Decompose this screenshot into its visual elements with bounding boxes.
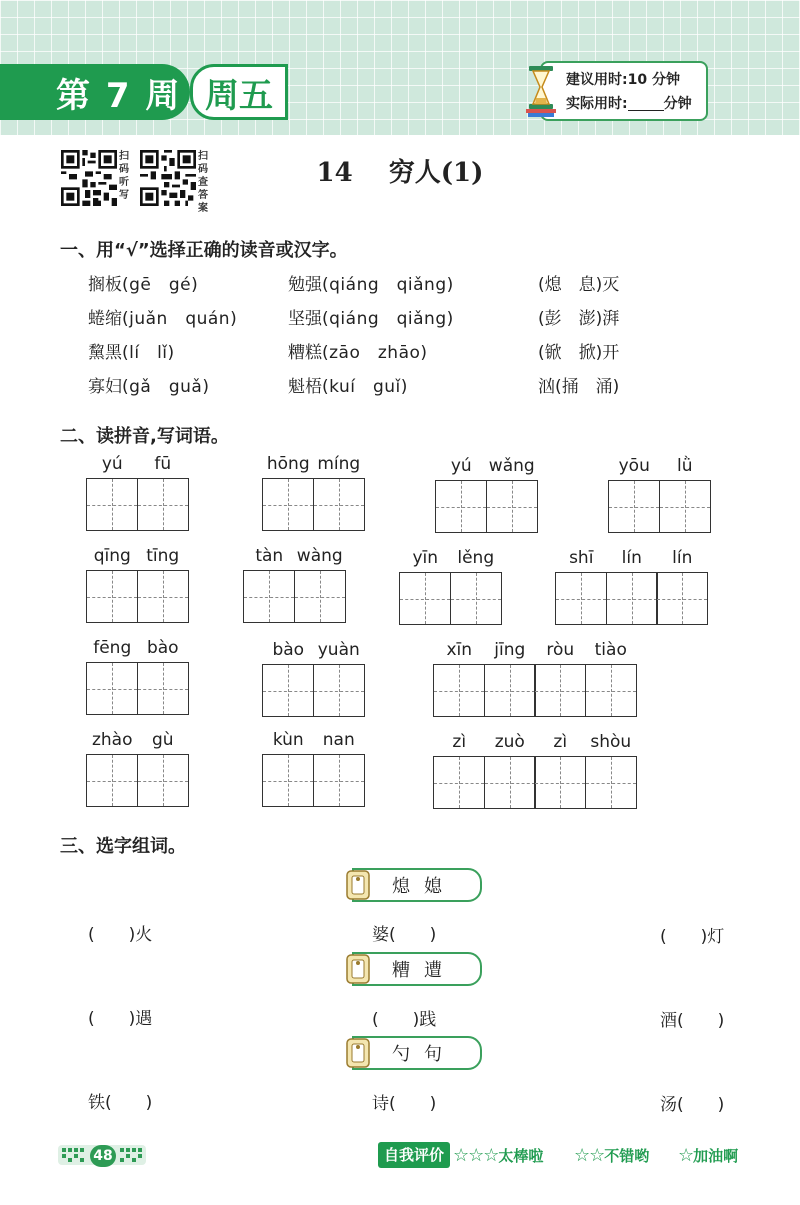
s1-word: 寡妇 bbox=[88, 377, 122, 397]
s1-pinyin: (zāo zhāo) bbox=[322, 343, 428, 363]
writing-cell[interactable] bbox=[313, 754, 365, 807]
writing-cell[interactable] bbox=[313, 664, 365, 717]
pinyin-syllable: gù bbox=[151, 730, 174, 750]
eval-option-text: 不错哟 bbox=[604, 1147, 650, 1165]
lesson-name: 穷人(1) bbox=[388, 158, 484, 188]
star-icon: ☆☆☆ bbox=[453, 1145, 499, 1166]
s1-item[interactable] bbox=[538, 338, 619, 363]
s1-pinyin: (kuí guǐ) bbox=[322, 377, 408, 397]
writing-cells bbox=[86, 662, 189, 715]
pinyin-word-group bbox=[433, 732, 637, 809]
s1-pre: 汹 bbox=[538, 377, 555, 397]
pinyin-syllable: fēng bbox=[93, 638, 132, 658]
pinyin-word-group bbox=[433, 640, 637, 717]
eval-option-keep-going[interactable] bbox=[678, 1144, 738, 1168]
writing-cells bbox=[86, 754, 189, 807]
fill-blank[interactable]: 汤( ) bbox=[660, 1095, 725, 1115]
pinyin-syllable: hōng bbox=[266, 454, 310, 474]
writing-cell[interactable] bbox=[585, 664, 637, 717]
pinyin-syllable: jīng bbox=[494, 640, 526, 660]
actual-time-label: 实际用时: bbox=[566, 96, 628, 112]
writing-cell[interactable] bbox=[435, 480, 487, 533]
pinyin-syllable: míng bbox=[317, 454, 361, 474]
s1-word: 黧黑 bbox=[88, 343, 122, 363]
s1-options: (彭 澎) bbox=[538, 309, 603, 329]
pinyin-syllable: bào bbox=[146, 638, 179, 658]
s1-post: 湃 bbox=[602, 309, 620, 329]
writing-cell[interactable] bbox=[534, 664, 586, 717]
pinyin-syllable: yú bbox=[101, 454, 123, 474]
s1-item[interactable] bbox=[88, 304, 237, 329]
writing-cells bbox=[262, 664, 365, 717]
pinyin-word-group bbox=[435, 456, 538, 533]
writing-cell[interactable] bbox=[137, 754, 189, 807]
pinyin-syllable: tàn bbox=[255, 546, 284, 566]
s1-options: (锨 掀) bbox=[538, 343, 603, 363]
pinyin-row bbox=[433, 640, 637, 662]
s1-item[interactable] bbox=[88, 338, 175, 363]
writing-cell[interactable] bbox=[399, 572, 451, 625]
pinyin-row bbox=[86, 454, 189, 476]
s1-post: 灭 bbox=[602, 275, 620, 295]
pinyin-syllable: yōu bbox=[618, 456, 650, 476]
writing-cell[interactable] bbox=[534, 756, 586, 809]
fill-blank[interactable]: ( )火 bbox=[88, 925, 153, 945]
pinyin-row bbox=[262, 454, 365, 476]
char-choice-chip: 勺句 bbox=[352, 1036, 482, 1070]
s1-post: 开 bbox=[602, 343, 620, 363]
pinyin-syllable: lín bbox=[621, 548, 642, 568]
writing-cells bbox=[262, 754, 365, 807]
pinyin-syllable: lěng bbox=[457, 548, 495, 568]
writing-cell[interactable] bbox=[486, 480, 538, 533]
lesson-title bbox=[0, 152, 800, 189]
writing-cells bbox=[433, 756, 637, 809]
s1-item[interactable] bbox=[288, 304, 454, 329]
pinyin-word-group bbox=[86, 638, 189, 715]
pinyin-syllable: zì bbox=[553, 732, 568, 752]
writing-cell[interactable] bbox=[484, 664, 536, 717]
s1-pinyin: (juǎn quán) bbox=[122, 309, 238, 329]
pinyin-syllable: bào bbox=[272, 640, 305, 660]
writing-cells bbox=[86, 570, 189, 623]
pinyin-row bbox=[435, 456, 538, 478]
writing-cells bbox=[86, 478, 189, 531]
pinyin-syllable: shòu bbox=[590, 732, 632, 752]
eval-option-text: 太棒啦 bbox=[498, 1147, 544, 1165]
writing-cell[interactable] bbox=[262, 754, 314, 807]
writing-cells bbox=[435, 480, 538, 533]
pinyin-syllable: qīng bbox=[93, 546, 131, 566]
eval-option-great[interactable] bbox=[453, 1144, 543, 1168]
pinyin-syllable: wǎng bbox=[488, 456, 535, 476]
writing-cells bbox=[262, 478, 365, 531]
actual-time-blank[interactable] bbox=[628, 97, 664, 111]
s1-pinyin: (qiáng qiǎng) bbox=[322, 309, 454, 329]
writing-cell[interactable] bbox=[137, 662, 189, 715]
pinyin-row bbox=[399, 548, 502, 570]
qr-listen-label: 扫码听写 bbox=[119, 151, 129, 201]
pinyin-word-group bbox=[86, 546, 189, 623]
writing-cell[interactable] bbox=[608, 480, 660, 533]
section2-heading: 二、读拼音,写词语。 bbox=[60, 426, 229, 447]
pinyin-word-group bbox=[262, 454, 365, 531]
pinyin-word-group bbox=[243, 546, 346, 623]
pinyin-syllable: yīn bbox=[412, 548, 439, 568]
s1-item[interactable] bbox=[288, 270, 454, 295]
fill-blank[interactable]: 酒( ) bbox=[660, 1011, 725, 1031]
actual-time-unit: 分钟 bbox=[663, 96, 692, 112]
pinyin-syllable: yú bbox=[450, 456, 472, 476]
lesson-number: 14 bbox=[316, 158, 353, 188]
pinyin-word-group bbox=[86, 730, 189, 807]
writing-cell[interactable] bbox=[606, 572, 658, 625]
fill-blank[interactable]: ( )践 bbox=[372, 1010, 437, 1030]
self-eval-label: 自我评价 bbox=[378, 1142, 450, 1168]
pinyin-word-group bbox=[262, 640, 365, 717]
pinyin-syllable: zì bbox=[452, 732, 467, 752]
s1-item[interactable] bbox=[288, 372, 408, 397]
pinyin-syllable: zuò bbox=[494, 732, 525, 752]
fill-blank[interactable]: ( )遇 bbox=[88, 1009, 153, 1029]
writing-cell[interactable] bbox=[137, 478, 189, 531]
writing-cells bbox=[399, 572, 502, 625]
writing-cell[interactable] bbox=[484, 756, 536, 809]
s1-word: 魁梧 bbox=[288, 377, 322, 397]
pinyin-word-group bbox=[262, 730, 365, 807]
writing-cell[interactable] bbox=[86, 570, 138, 623]
pinyin-row bbox=[243, 546, 346, 568]
pinyin-word-group bbox=[555, 548, 708, 625]
writing-cell[interactable] bbox=[262, 664, 314, 717]
hourglass-icon bbox=[526, 64, 556, 118]
scroll-icon bbox=[343, 1036, 373, 1070]
writing-cells bbox=[433, 664, 637, 717]
writing-cell[interactable] bbox=[86, 478, 138, 531]
pinyin-syllable: tīng bbox=[146, 546, 180, 566]
s1-options: (熄 息) bbox=[538, 275, 603, 295]
s1-item[interactable] bbox=[288, 338, 428, 363]
fill-blank[interactable]: 婆( ) bbox=[372, 925, 437, 945]
pinyin-syllable: wàng bbox=[296, 546, 343, 566]
writing-cell[interactable] bbox=[659, 480, 711, 533]
writing-cell[interactable] bbox=[450, 572, 502, 625]
writing-cells bbox=[608, 480, 711, 533]
writing-cell[interactable] bbox=[86, 662, 138, 715]
eval-option-good[interactable] bbox=[574, 1144, 649, 1168]
s1-pinyin: (gǎ guǎ) bbox=[122, 377, 210, 397]
pinyin-syllable: lín bbox=[672, 548, 693, 568]
time-box bbox=[540, 61, 708, 121]
suggested-time: 建议用时:10 分钟 bbox=[566, 72, 680, 88]
pinyin-syllable: yuàn bbox=[317, 640, 360, 660]
star-icon: ☆☆ bbox=[574, 1145, 605, 1166]
writing-cell[interactable] bbox=[262, 478, 314, 531]
pinyin-word-group bbox=[86, 454, 189, 531]
s1-pinyin: (qiáng qiǎng) bbox=[322, 275, 454, 295]
writing-cell[interactable] bbox=[555, 572, 607, 625]
s1-item[interactable] bbox=[538, 270, 619, 295]
s1-word: 搁板 bbox=[88, 275, 122, 295]
pinyin-syllable: ròu bbox=[546, 640, 575, 660]
s1-word: 蜷缩 bbox=[88, 309, 122, 329]
s1-item[interactable] bbox=[88, 372, 209, 397]
fill-blank[interactable]: 铁( ) bbox=[88, 1093, 153, 1113]
char-choice-chip: 熄媳 bbox=[352, 868, 482, 902]
qr-answer-label: 扫码查答案 bbox=[198, 151, 208, 214]
s1-item[interactable] bbox=[538, 304, 619, 329]
scroll-icon bbox=[343, 952, 373, 986]
s1-pinyin: (gē gé) bbox=[122, 275, 199, 295]
s1-options: (捅 涌) bbox=[555, 377, 620, 397]
writing-cell[interactable] bbox=[294, 570, 346, 623]
writing-cell[interactable] bbox=[656, 572, 708, 625]
pinyin-syllable: nan bbox=[322, 730, 355, 750]
pinyin-row bbox=[86, 546, 189, 568]
pinyin-row bbox=[262, 730, 365, 752]
pinyin-row bbox=[555, 548, 708, 570]
day-label: 周五 bbox=[190, 64, 288, 120]
writing-cells bbox=[555, 572, 708, 625]
page-number: 48 bbox=[90, 1145, 116, 1167]
writing-cells bbox=[243, 570, 346, 623]
eval-option-text: 加油啊 bbox=[693, 1147, 739, 1165]
actual-time bbox=[566, 92, 706, 116]
pinyin-syllable: zhào bbox=[91, 730, 133, 750]
section1-heading: 一、用“√”选择正确的读音或汉字。 bbox=[60, 240, 348, 261]
s1-item[interactable] bbox=[88, 270, 198, 295]
pinyin-syllable: tiào bbox=[594, 640, 627, 660]
week-label: 第 7 周 bbox=[0, 64, 190, 120]
pinyin-row bbox=[433, 732, 637, 754]
scroll-icon bbox=[343, 868, 373, 902]
writing-cell[interactable] bbox=[243, 570, 295, 623]
writing-cell[interactable] bbox=[433, 664, 485, 717]
pinyin-syllable: kùn bbox=[272, 730, 304, 750]
s1-pinyin: (lí lǐ) bbox=[122, 343, 175, 363]
pinyin-row bbox=[86, 638, 189, 660]
writing-cell[interactable] bbox=[313, 478, 365, 531]
writing-cell[interactable] bbox=[86, 754, 138, 807]
char-choice-chip: 糟遭 bbox=[352, 952, 482, 986]
s1-word: 糟糕 bbox=[288, 343, 322, 363]
pinyin-word-group bbox=[608, 456, 711, 533]
section3-heading: 三、选字组词。 bbox=[60, 836, 186, 857]
fill-blank[interactable]: ( )灯 bbox=[660, 927, 725, 947]
writing-cell[interactable] bbox=[433, 756, 485, 809]
pinyin-syllable: lǜ bbox=[677, 456, 693, 476]
pinyin-syllable: fū bbox=[154, 454, 172, 474]
pinyin-row bbox=[262, 640, 365, 662]
pinyin-word-group bbox=[399, 548, 502, 625]
s1-item[interactable] bbox=[538, 372, 619, 397]
star-icon: ☆ bbox=[678, 1145, 694, 1166]
s1-word: 坚强 bbox=[288, 309, 322, 329]
writing-cell[interactable] bbox=[137, 570, 189, 623]
pinyin-syllable: xīn bbox=[446, 640, 473, 660]
fill-blank[interactable]: 诗( ) bbox=[372, 1094, 437, 1114]
writing-cell[interactable] bbox=[585, 756, 637, 809]
pinyin-row bbox=[608, 456, 711, 478]
pinyin-row bbox=[86, 730, 189, 752]
s1-word: 勉强 bbox=[288, 275, 322, 295]
pinyin-syllable: shī bbox=[569, 548, 594, 568]
